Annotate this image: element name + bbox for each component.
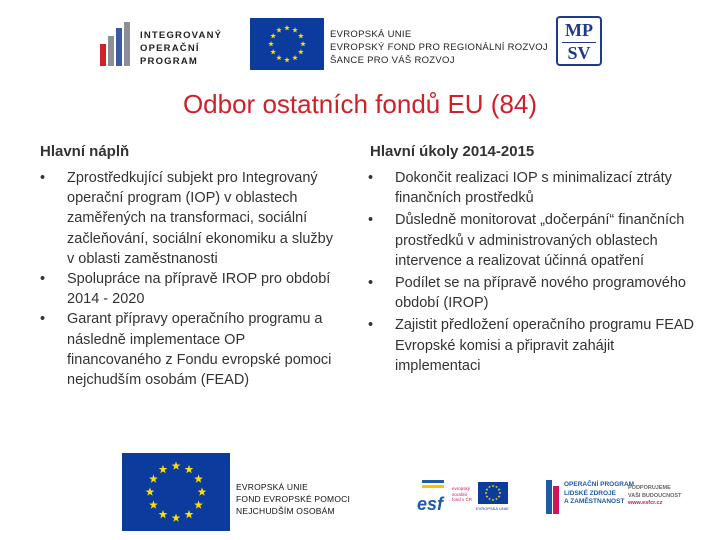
right-column-heading: Hlavní úkoly 2014-2015 xyxy=(370,143,535,160)
eu-flag-icon xyxy=(122,453,230,531)
right-bullet-item: • Důsledně monitorovat „dočerpání“ finančních prostředků v administrovaných oblastech intervence a realizovat účinná opatření xyxy=(368,210,698,271)
esf-logo-strip xyxy=(416,478,696,518)
slide-title: Odbor ostatních fondů EU (84) xyxy=(182,89,538,119)
eu-rd-line-3: ŠANCE PRO VÁŠ ROZVOJ xyxy=(330,55,455,66)
iop-bars-icon xyxy=(96,20,136,70)
right-bullet-item: • Podílet se na přípravě nového programového období (IROP) xyxy=(368,273,698,313)
iop-line-3: PROGRAM xyxy=(140,56,199,67)
oplzz-mark-icon xyxy=(546,480,560,514)
left-bullet-item: • Spolupráce na přípravě IROP pro období 2014 - 2020 xyxy=(40,269,340,309)
oplzz-line-3: A ZAMĚSTNANOST xyxy=(564,498,625,505)
fead-line-2: FOND EVROPSKÉ POMOCI xyxy=(236,494,351,504)
esf-mark-text: esf xyxy=(417,494,444,514)
fead-line-1: EVROPSKÁ UNIE xyxy=(236,482,309,492)
oplzz-line-1: OPERAČNÍ PROGRAM xyxy=(564,481,635,488)
esf-small-2: sociální xyxy=(452,491,468,497)
eu-small-flag-icon xyxy=(478,482,508,504)
mpsv-logo xyxy=(556,16,602,66)
eu-fead-logo xyxy=(122,453,382,537)
eu-regional-fund-logo xyxy=(250,18,550,72)
support-url: www.esfcr.cz xyxy=(628,500,663,506)
iop-logo xyxy=(96,20,236,70)
oplzz-line-2: LIDSKÉ ZDROJE xyxy=(564,489,617,497)
iop-line-2: OPERAČNÍ xyxy=(140,43,200,54)
small-flag-label: EVROPSKÁ UNIE xyxy=(476,506,509,511)
eu-flag-icon xyxy=(250,18,324,70)
left-column-heading: Hlavní náplň xyxy=(40,143,130,160)
support-line-2: VAŠI BUDOUCNOST xyxy=(628,492,682,499)
mpsv-top: MP xyxy=(565,20,593,40)
right-bullet-item: • Dokončit realizaci IOP s minimalizací ztráty finančních prostředků xyxy=(368,168,698,208)
eu-rd-line-2: EVROPSKÝ FOND PRO REGIONÁLNÍ ROZVOJ xyxy=(330,42,548,53)
iop-line-1: INTEGROVANÝ xyxy=(140,30,223,41)
esf-small-1: evropský xyxy=(452,486,471,491)
left-bullet-list xyxy=(40,168,340,390)
esf-mark-icon xyxy=(416,478,450,514)
left-bullet-item: • Zprostředkující subjekt pro Integrovaný operační program (IOP) v oblastech zaměřených na transformaci, sociální začleňování, sociální ekonomiku a služby v oblasti zaměstnanosti xyxy=(40,168,340,269)
right-bullet-list xyxy=(368,168,698,378)
right-bullet-item: • Zajistit předložení operačního programu FEAD Evropské komisi a připravit zahájit implementaci xyxy=(368,315,698,376)
esf-small-3: fond v ČR xyxy=(452,497,473,502)
mpsv-bottom: SV xyxy=(567,43,591,63)
support-line-1: PODPORUJEME xyxy=(628,485,671,491)
eu-rd-line-1: EVROPSKÁ UNIE xyxy=(330,29,412,40)
fead-line-3: NEJCHUDŠÍM OSOBÁM xyxy=(236,506,335,516)
left-bullet-item: • Garant přípravy operačního programu a následně implementace OP financovaného z Fondu evropské pomoci nejchudším osobám (FEAD) xyxy=(40,309,340,390)
